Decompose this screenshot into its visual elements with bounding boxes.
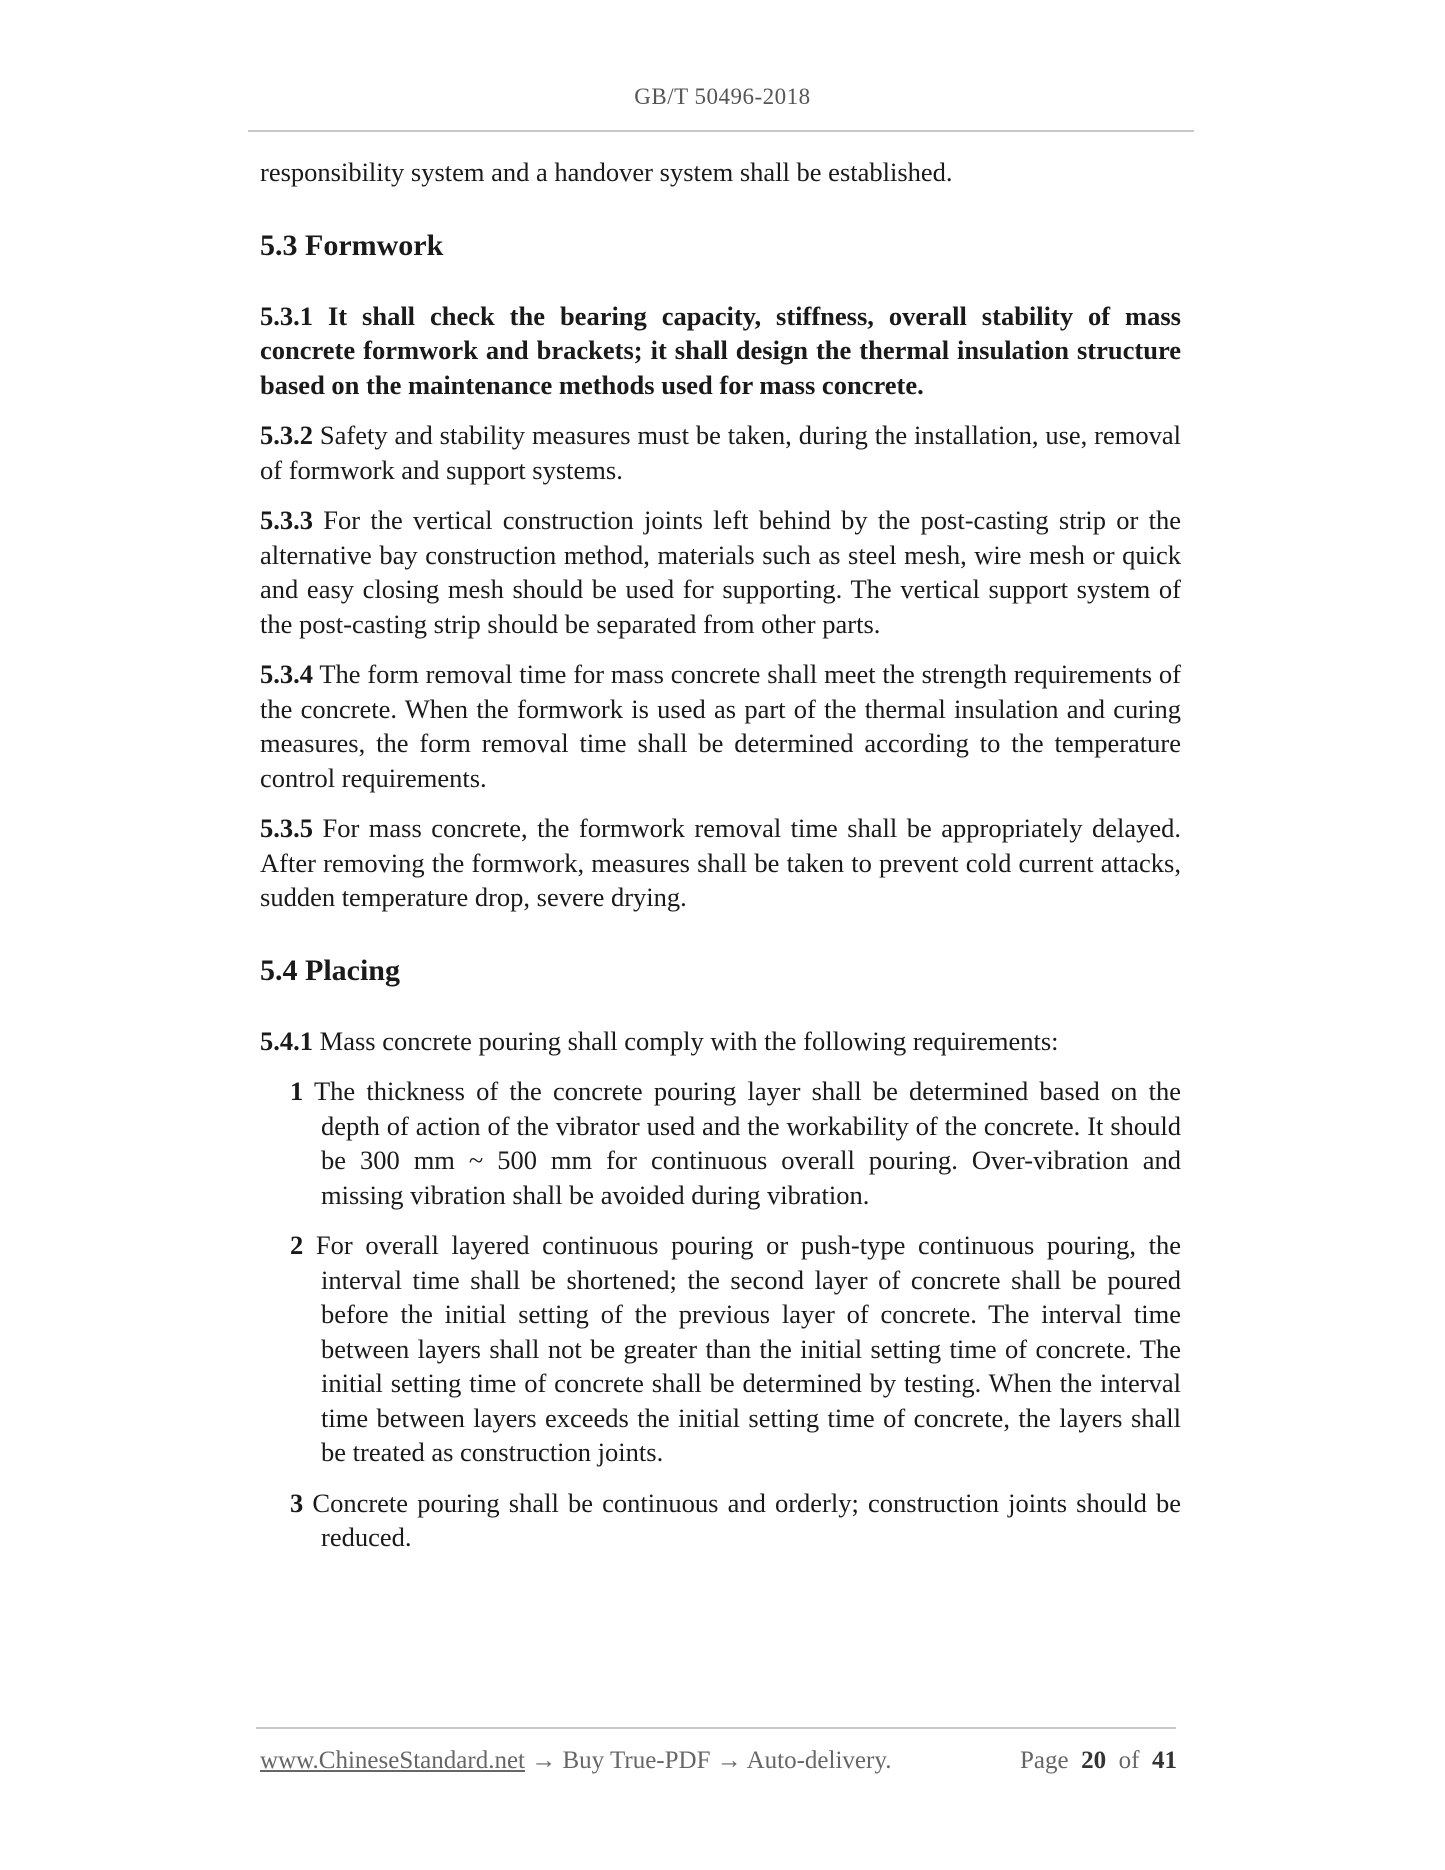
clause-5-3-2 xyxy=(260,418,1181,487)
clause-number: 5.3.5 xyxy=(260,813,313,843)
item-number: 3 xyxy=(290,1487,304,1518)
page-content xyxy=(260,155,1181,1555)
site-link[interactable]: www.ChineseStandard.net xyxy=(260,1747,525,1774)
page-label: Page xyxy=(1020,1747,1069,1774)
clause-text: Mass concrete pouring shall comply with the following requirements: xyxy=(319,1025,1059,1056)
clause-text: For the vertical construction joints left behind by the post-casting strip or the alternative bay construction method, materials such as steel mesh, wire mesh or quick and easy closing mesh should be used for supporting. The vertical support system of the post-casting strip should be separated from other parts. xyxy=(260,505,1181,639)
clause-text: It shall check the bearing capacity, stiffness, overall stability of mass concrete formwork and brackets; it shall design the thermal insulation structure based on the maintenance methods used for mass concrete. xyxy=(260,300,1181,400)
clause-number: 5.3.4 xyxy=(260,659,313,689)
clause-5-3-5 xyxy=(260,811,1181,915)
clause-number: 5.3.1 xyxy=(260,300,313,331)
item-number: 2 xyxy=(290,1230,304,1260)
clause-text: The form removal time for mass concrete shall meet the strength requirements of the concrete. When the formwork is used as part of the thermal insulation and curing measures, the form removal time shall be determined according to the temperature control requirements. xyxy=(260,659,1181,793)
header-divider xyxy=(248,130,1194,132)
intro-paragraph: responsibility system and a handover system shall be established. xyxy=(260,157,953,187)
auto-delivery-text: Auto-delivery. xyxy=(746,1747,892,1774)
page-current: 20 xyxy=(1081,1747,1107,1774)
clause-number: 5.3.2 xyxy=(260,420,313,450)
page-indicator xyxy=(1020,1747,1177,1775)
page-total: 41 xyxy=(1151,1747,1177,1774)
clause-number: 5.4.1 xyxy=(260,1025,313,1056)
list-item-2 xyxy=(290,1228,1181,1470)
item-text: For overall layered continuous pouring or push-type continuous pouring, the interval time shall be shortened; the second layer of concrete shall be poured before the initial setting of the previous layer of concrete. The interval time between layers shall not be greater than the initial setting time of concrete. The initial setting time of concrete shall be determined by testing. When the interval time between layers exceeds the initial setting time of concrete, the layers shall be treated as construction joints. xyxy=(315,1230,1182,1467)
arrow-right-icon: → xyxy=(716,1747,742,1774)
clause-number: 5.3.3 xyxy=(260,505,313,535)
footer-divider xyxy=(256,1727,1176,1729)
section-heading-5-3: 5.3 Formwork xyxy=(260,228,444,262)
document-header: GB/T 50496-2018 xyxy=(634,84,811,109)
page-of: of xyxy=(1118,1747,1140,1774)
buy-true-pdf-text: Buy True-PDF xyxy=(562,1747,711,1774)
clause-5-3-1 xyxy=(260,299,1181,403)
clause-text: Safety and stability measures must be taken, during the installation, use, removal of formwork and support systems. xyxy=(260,420,1182,485)
clause-text: For mass concrete, the formwork removal time shall be appropriately delayed. After removing the formwork, measures shall be taken to prevent cold current attacks, sudden temperature drop, severe drying. xyxy=(260,813,1182,912)
list-item-1 xyxy=(290,1074,1181,1212)
clause-5-3-3 xyxy=(260,503,1181,641)
section-heading-5-4: 5.4 Placing xyxy=(260,953,400,987)
item-number: 1 xyxy=(290,1076,304,1106)
list-item-3 xyxy=(290,1486,1181,1555)
arrow-right-icon: → xyxy=(531,1747,557,1774)
item-text: The thickness of the concrete pouring layer shall be determined based on the depth of action of the vibrator used and the workability of the concrete. It should be 300 mm ~ 500 mm for continuous overall pouring. Over-vibration and missing vibration shall be avoided during vibration. xyxy=(313,1076,1181,1210)
footer-promo xyxy=(260,1747,891,1775)
clause-5-3-4 xyxy=(260,657,1181,795)
item-text: Concrete pouring shall be continuous and orderly; construction joints should be reduced. xyxy=(312,1487,1182,1552)
clause-5-4-1 xyxy=(260,1024,1181,1059)
